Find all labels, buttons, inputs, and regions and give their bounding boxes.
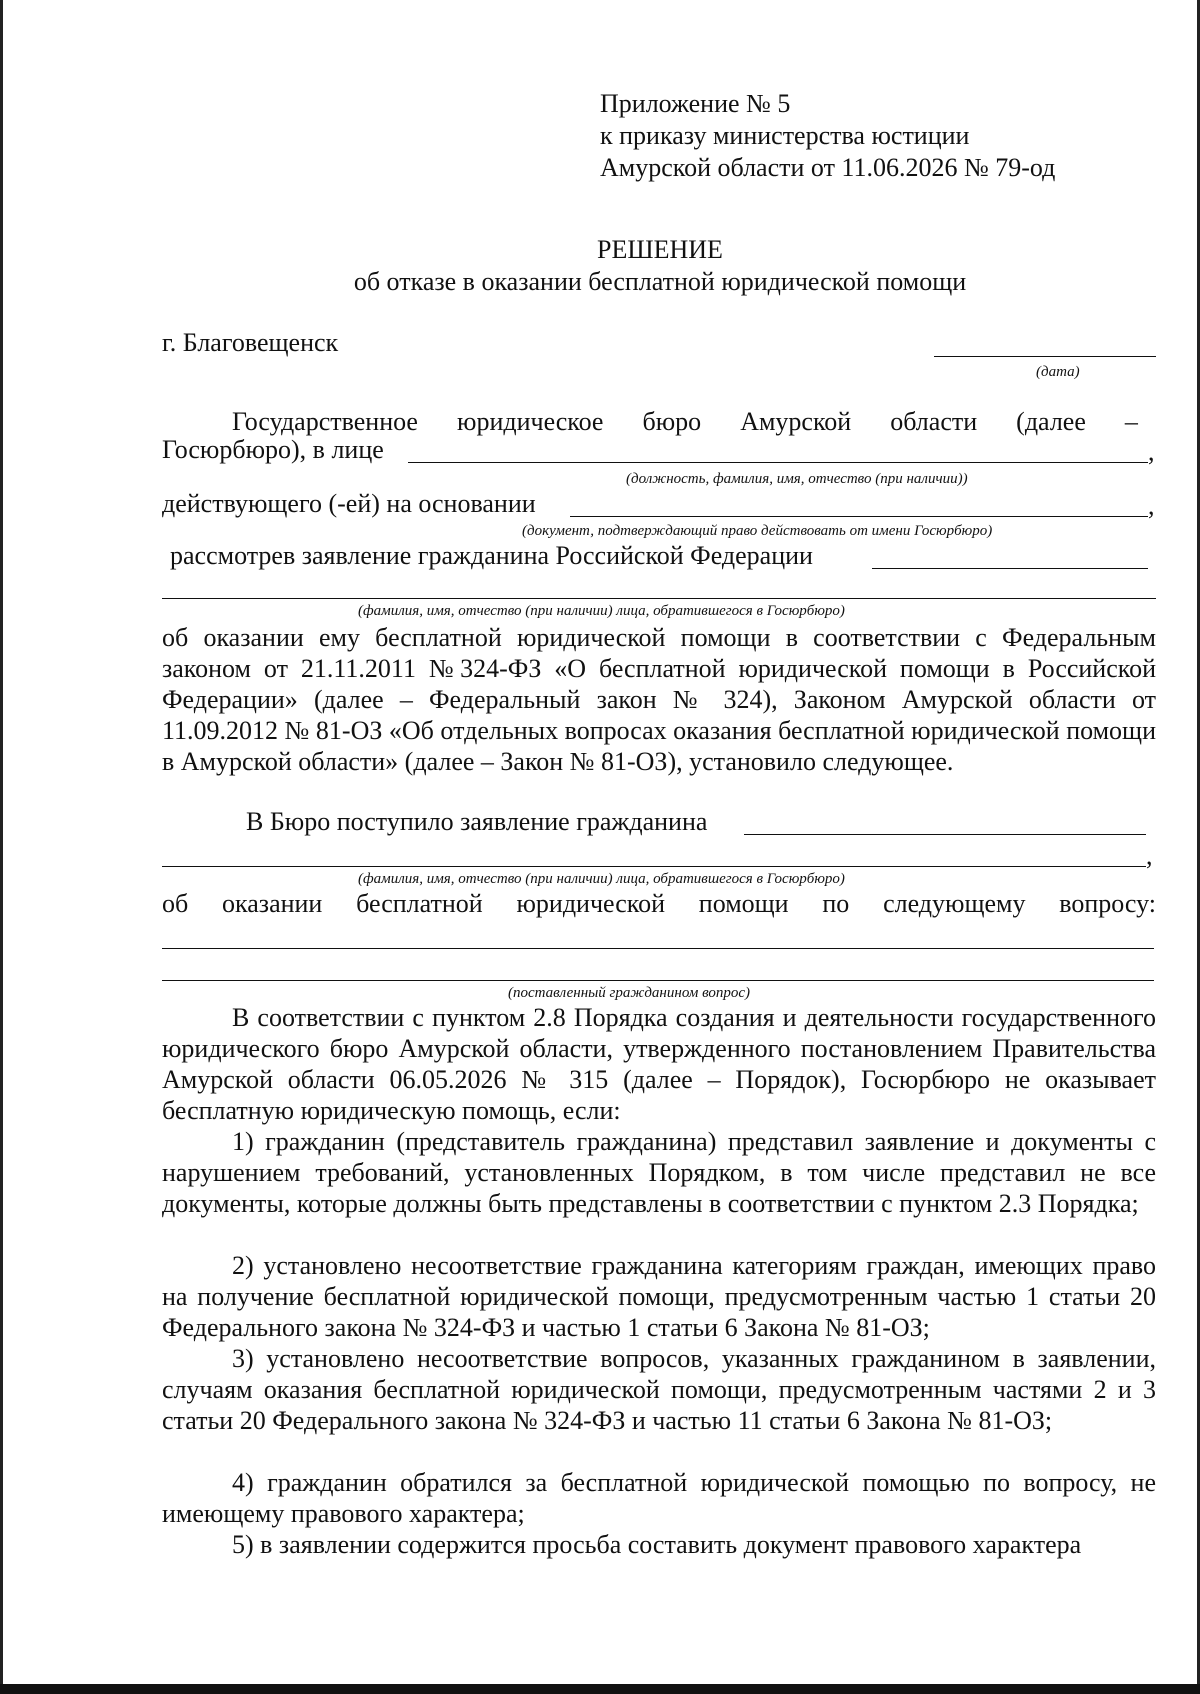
intro-word: –: [1124, 407, 1138, 436]
question-word: бесплатной: [356, 889, 483, 918]
appendix-line-2: к приказу министерства юстиции: [600, 121, 970, 150]
question-word: оказании: [222, 889, 323, 918]
intro-line-3: действующего (-ей) на основании: [162, 489, 536, 518]
intro-word: области: [890, 407, 978, 436]
question-field-line-b: [162, 980, 1154, 981]
date-caption: (дата): [1036, 364, 1080, 380]
rules-paragraph: В соответствии с пунктом 2.8 Порядка создания и деятельности государственного юридического бюро Амурской области, утвержденного постановлением Правительства Амурской области 06.05.2026 № 315 (далее – Порядок), Госюрбюро не оказывает бесплатную юридическую помощь, если:: [162, 1003, 1156, 1125]
question-word: по: [822, 889, 850, 918]
intro-word: Амурской: [740, 407, 852, 436]
intro-line-2: Госюрбюро), в лице: [162, 435, 384, 464]
rule-item-5: 5) в заявлении содержится просьба составить документ правового характера: [232, 1530, 1082, 1559]
intro-line-1: [162, 406, 1138, 437]
received-caption: (фамилия, имя, отчество (при наличии) лица, обратившегося в Госюрбюро): [358, 871, 845, 887]
scan-border-bottom: [0, 1684, 1200, 1694]
rule-item-3: 3) установлено несоответствие вопросов, указанных гражданином в заявлении, случаям оказания бесплатной юридической помощи, предусмотренным частями 2 и 3 статьи 20 Федерального закона № 324-ФЗ и частью 11 статьи 6 Закона № 81-ОЗ;: [162, 1344, 1156, 1435]
intro-word: бюро: [642, 407, 702, 436]
applicant-field-line-b: [162, 598, 1156, 599]
person-caption: (должность, фамилия, имя, отчество (при наличии)): [626, 471, 968, 487]
rule-item-2: 2) установлено несоответствие гражданина категориям граждан, имеющих право на получение бесплатной юридической помощи, предусмотренным частью 1 статьи 20 Федерального закона № 324-ФЗ и частью 1 статьи 6 Закона № 81-ОЗ;: [162, 1251, 1156, 1342]
question-field-line-a: [162, 948, 1154, 949]
question-word: вопросу:: [1059, 889, 1156, 918]
received-field-line-a: [744, 834, 1146, 835]
intro-word: (далее: [1016, 407, 1086, 436]
rule-item-1: 1) гражданин (представитель гражданина) представил заявление и документы с нарушением требований, установленных Порядком, в том числе представил не все документы, которые должны быть представлены в соответствии с пунктом 2.3 Порядка;: [162, 1127, 1156, 1218]
document-field-line: [570, 516, 1148, 517]
question-word: помощи: [698, 889, 789, 918]
document-subtitle: об отказе в оказании бесплатной юридической помощи: [353, 267, 967, 296]
applicant-field-line-a: [872, 568, 1148, 569]
person-field-line: [408, 462, 1148, 463]
comma: ,: [1146, 841, 1153, 870]
intro-word: юридическое: [457, 407, 604, 436]
appendix-line-3: Амурской области от 11.06.2026 № 79-од: [600, 153, 1056, 182]
comma: ,: [1148, 437, 1155, 466]
applicant-caption: (фамилия, имя, отчество (при наличии) лица, обратившегося в Госюрбюро): [358, 603, 845, 619]
received-field-line-b: [162, 866, 1146, 867]
intro-word: Государственное: [232, 407, 418, 436]
document-title: РЕШЕНИЕ: [597, 235, 723, 264]
question-line: [162, 888, 1156, 919]
date-field-line: [934, 356, 1156, 357]
document-caption: (документ, подтверждающий право действовать от имени Госюрбюро): [522, 523, 993, 539]
scan-border-left: [0, 0, 3, 1694]
question-word: юридической: [516, 889, 665, 918]
question-word: следующему: [883, 889, 1026, 918]
body-paragraph: об оказании ему бесплатной юридической помощи в соответствии с Федеральным законом от 21.11.2011 №324-ФЗ «О бесплатной юридической помощи в Российской Федерации» (далее – Федеральный закон № 324), Законом Амурской области от 11.09.2012 № 81-ОЗ «Об отдельных вопросах оказания бесплатной юридической помощи в Амурской области» (далее – Закон № 81-ОЗ), установило следующее.: [162, 623, 1156, 776]
comma: ,: [1148, 491, 1155, 520]
question-caption: (поставленный гражданином вопрос): [508, 985, 751, 1001]
appendix-line-1: Приложение № 5: [600, 89, 791, 118]
rule-item-4: 4) гражданин обратился за бесплатной юридической помощью по вопросу, не имеющему правового характера;: [162, 1468, 1156, 1528]
intro-line-4: рассмотрев заявление гражданина Российской Федерации: [170, 541, 813, 570]
question-word: об: [162, 889, 189, 918]
city: г. Благовещенск: [162, 328, 339, 357]
received-line: В Бюро поступило заявление гражданина: [246, 807, 708, 836]
